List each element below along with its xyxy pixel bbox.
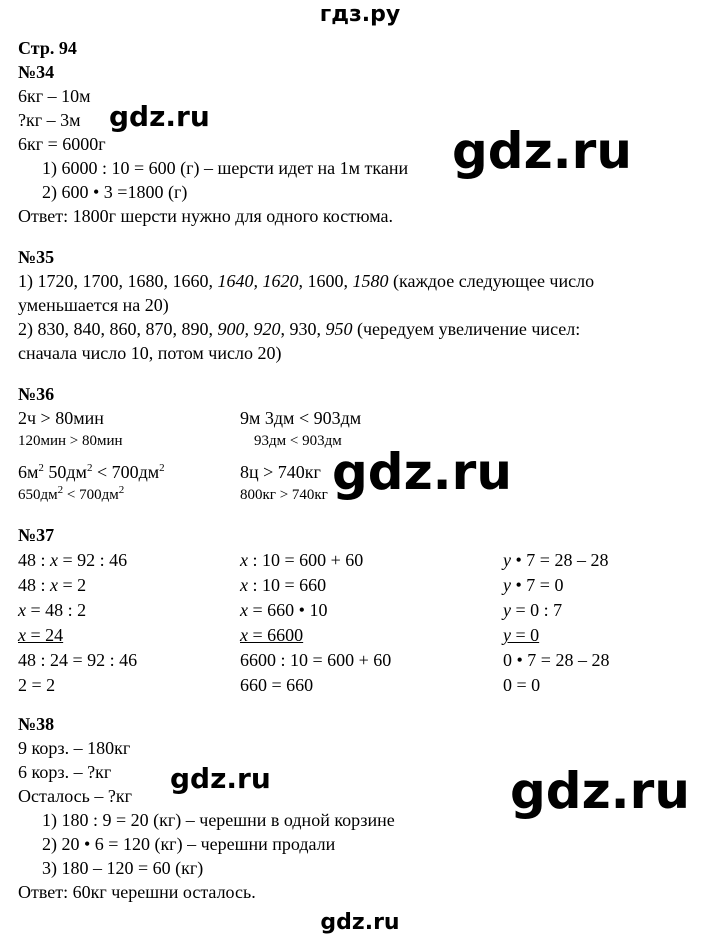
task-38-answer: Ответ: 60кг черешни осталось. bbox=[18, 882, 256, 902]
task-36-compare: 93дм < 903дм bbox=[254, 433, 342, 449]
equation-line: x = 48 : 2 bbox=[18, 600, 87, 620]
equation-check: 48 : 24 = 92 : 46 bbox=[18, 650, 138, 670]
site-footer: gdz.ru bbox=[320, 910, 400, 935]
task-36-compare: $650дм^2 < 700дм^2$ bbox=[18, 484, 125, 503]
task-38-step: 3) 180 – 120 = 60 (кг) bbox=[42, 858, 204, 878]
watermark-logo: gdz.ru bbox=[510, 762, 690, 820]
equation-line: y • 7 = 0 bbox=[503, 575, 564, 595]
page-number: Стр. 94 bbox=[18, 38, 77, 58]
task-36-title: №36 bbox=[18, 384, 55, 404]
task-35-line: сначала число 10, потом число 20) bbox=[18, 343, 282, 363]
equation-check: 0 = 0 bbox=[503, 675, 541, 695]
equation-check: 0 • 7 = 28 – 28 bbox=[503, 650, 610, 670]
equation-result: x = 24 bbox=[18, 625, 64, 645]
task-35-line: 2) 830, 840, 860, 870, 890, 900, 920, 930, 950 (чередуем увеличение чисел: bbox=[18, 319, 581, 339]
task-38-step: 1) 180 : 9 = 20 (кг) – черешни в одной корзине bbox=[42, 810, 395, 830]
watermark-logo: gdz.ru bbox=[170, 762, 271, 795]
task-38-line: 6 корз. – ?кг bbox=[18, 762, 112, 782]
task-38-line: Осталось – ?кг bbox=[18, 786, 132, 806]
equation-line: x : 10 = 660 bbox=[240, 575, 327, 595]
watermark-logo: gdz.ru bbox=[452, 122, 632, 180]
task-34-answer: Ответ: 1800г шерсти нужно для одного костюма. bbox=[18, 206, 394, 226]
equation-result: y = 0 bbox=[503, 625, 540, 645]
equation-line: y = 0 : 7 bbox=[503, 600, 563, 620]
task-34-line: 6кг = 6000г bbox=[18, 134, 106, 154]
task-38-title: №38 bbox=[18, 714, 55, 734]
task-34-step: 2) 600 • 3 =1800 (г) bbox=[42, 182, 188, 202]
task-37-title: №37 bbox=[18, 525, 55, 545]
equation-line: x = 660 • 10 bbox=[240, 600, 328, 620]
equation-check: 660 = 660 bbox=[240, 675, 314, 695]
task-34-step: 1) 6000 : 10 = 600 (г) – шерсти идет на 1м ткани bbox=[42, 158, 409, 178]
task-38-line: 9 корз. – 180кг bbox=[18, 738, 131, 758]
task-35-line: 1) 1720, 1700, 1680, 1660, 1640, 1620, 1600, 1580 (каждое следующее число bbox=[18, 271, 595, 291]
task-36-compare: $6м^2$ $50дм^2 < 700дм^2$ bbox=[18, 462, 165, 482]
equation-result: x = 6600 bbox=[240, 625, 304, 645]
task-35-title: №35 bbox=[18, 247, 55, 267]
task-36-compare: 8ц > 740кг bbox=[240, 462, 321, 482]
task-34-line: 6кг – 10м bbox=[18, 86, 91, 106]
equation-check: 6600 : 10 = 600 + 60 bbox=[240, 650, 392, 670]
task-36-compare: 9м 3дм < 903дм bbox=[240, 408, 362, 428]
equation-check: 2 = 2 bbox=[18, 675, 56, 695]
watermark-logo: gdz.ru bbox=[109, 100, 210, 133]
site-header: гдз.ру bbox=[319, 2, 401, 27]
task-38-step: 2) 20 • 6 = 120 (кг) – черешни продали bbox=[42, 834, 336, 854]
watermark-logo: gdz.ru bbox=[332, 443, 512, 501]
equation-line: 48 : x = 92 : 46 bbox=[18, 550, 128, 570]
task-35-line: уменьшается на 20) bbox=[18, 295, 169, 315]
task-34-line: ?кг – 3м bbox=[18, 110, 81, 130]
equation-line: x : 10 = 600 + 60 bbox=[240, 550, 364, 570]
task-36-compare: 2ч > 80мин bbox=[18, 408, 104, 428]
task-36-compare: 800кг > 740кг bbox=[240, 487, 328, 503]
equation-line: y • 7 = 28 – 28 bbox=[503, 550, 609, 570]
equation-line: 48 : x = 2 bbox=[18, 575, 87, 595]
task-34-title: №34 bbox=[18, 62, 55, 82]
task-36-compare: 120мин > 80мин bbox=[18, 433, 123, 449]
